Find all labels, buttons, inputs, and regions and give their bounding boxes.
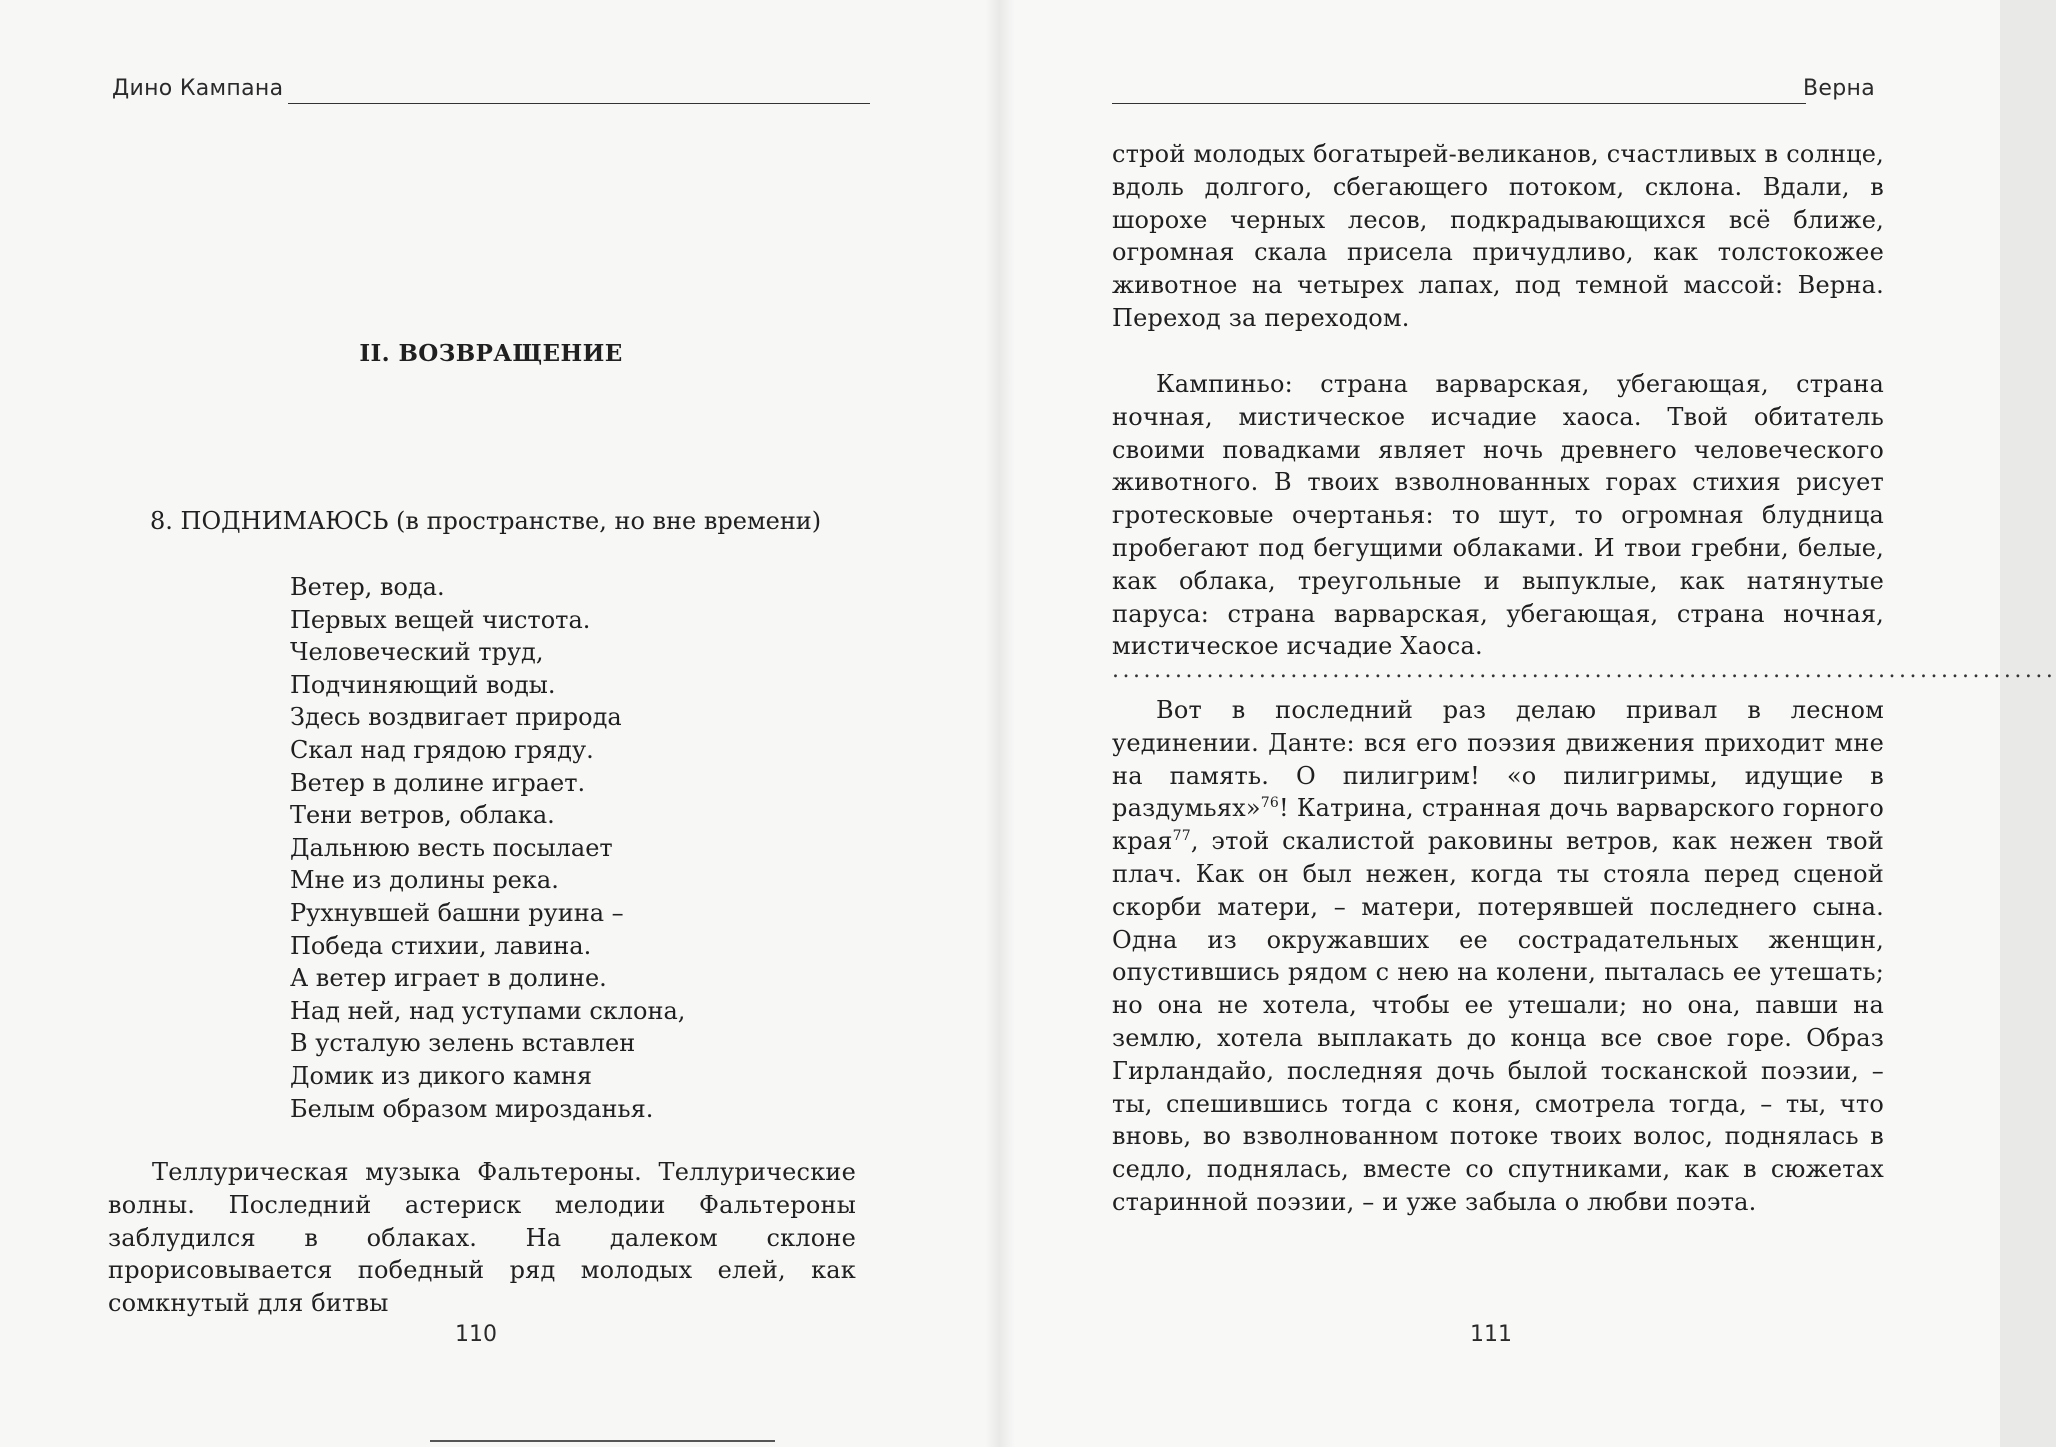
text-run: Вот в последний раз делаю привал в лесном уединении. Данте: вся его поэзия движения приходит мне на память. О пилигрим! «о пилигримы, идущие в раздумьях» bbox=[1112, 696, 1884, 823]
paragraph-campigno bbox=[1112, 368, 1884, 663]
paragraph: Теллурическая музыка Фальтероны. Теллурические волны. Последний астериск мелодии Фальтероны заблудился в облаках. На далеком склоне прорисовывается победный ряд молодых елей, как сомкнутый для битвы bbox=[108, 1158, 856, 1318]
poem-line: Домик из дикого камня bbox=[290, 1061, 592, 1090]
header-rule bbox=[288, 103, 870, 104]
poem-line: Здесь воздвигает природа bbox=[290, 703, 622, 732]
paragraph: строй молодых богатырей-великанов, счастливых в солнце, вдоль долгого, сбегающего потоком, склона. Вдали, в шорохе черных лесов, подкрадывающихся всё ближе, огромная скала присела причудливо, как толстокожее животное на четырех лапах, под темной массой: Верна. Переход за переходом. bbox=[1112, 140, 1884, 332]
bottom-edge-line bbox=[430, 1440, 775, 1442]
poem-line: Ветер в долине играет. bbox=[290, 768, 586, 797]
left-page bbox=[0, 0, 1000, 1447]
paragraph-last-rest bbox=[1112, 694, 1884, 1219]
book-gutter bbox=[985, 0, 1015, 1447]
paragraph: Кампиньо: страна варварская, убегающая, страна ночная, мистическое исчадие хаоса. Твой обитатель своими повадками являет ночь древнего человеческого животного. В твоих взволнованных горах стихия рисует гротесковые очертанья: то шут, то огромная блудница пробегают под бегущими облаками. И твои гребни, белые, как облака, треугольные и выпуклые, как натянутые паруса: страна варварская, убегающая, страна ночная, мистическое исчадие Хаоса. bbox=[1112, 370, 1884, 661]
poem-line: А ветер играет в долине. bbox=[290, 964, 607, 993]
left-prose bbox=[108, 1156, 856, 1320]
chapter-title: II. ВОЗВРАЩЕНИЕ bbox=[359, 340, 623, 367]
section-heading: 8. ПОДНИМАЮСЬ (в пространстве, но вне времени) bbox=[150, 507, 822, 535]
header-rule bbox=[1112, 103, 1806, 104]
poem-line: Тени ветров, облака. bbox=[290, 801, 555, 830]
poem-line: Подчиняющий воды. bbox=[290, 670, 556, 699]
running-head-author: Дино Кампана bbox=[112, 76, 284, 101]
poem-line: Человеческий труд, bbox=[290, 638, 544, 667]
poem-line: Ветер, вода. bbox=[290, 573, 445, 601]
paragraph bbox=[1112, 694, 1884, 1219]
poem-line: Рухнувшей башни руина – bbox=[290, 898, 624, 927]
right-page bbox=[1000, 0, 2056, 1447]
poem-line: Над ней, над уступами склона, bbox=[290, 996, 686, 1025]
poem-line: Скал над грядою гряду. bbox=[290, 735, 594, 764]
text-run: , этой скалистой раковины ветров, как нежен твой плач. Как он был нежен, когда ты стояла перед сценой скорби матери, – матери, потерявшей последнего сына. Одна из окружавших ее сострадательных женщин, опустившись рядом с нею на колени, пыталась ее утешать; но она не хотела, чтобы ее утешали; но она, павши на землю, хотела выплакать до конца все свое горе. Образ Гирландайо, последняя дочь былой тосканской поэзии, – ты, спешившись тогда с коня, смотрела тогда, – ты, что вновь, во взволнованном потоке твоих волос, поднялась в седло, поднялась, вместе со спутниками, как в сюжетах старинной поэзии, – и уже забыла о любви поэта. bbox=[1112, 827, 1884, 1216]
poem-line: Победа стихии, лавина. bbox=[290, 931, 592, 960]
footnote-ref[interactable]: 76 bbox=[1260, 795, 1279, 812]
running-head-title: Верна bbox=[1803, 76, 1875, 101]
poem-line: Мне из долины река. bbox=[290, 866, 559, 895]
poem-line: Первых вещей чистота. bbox=[290, 605, 591, 634]
footnote-ref[interactable]: 77 bbox=[1172, 828, 1191, 845]
poem-line: Белым образом мирозданья. bbox=[290, 1094, 654, 1123]
poem-line: В усталую зелень вставлен bbox=[290, 1029, 636, 1058]
page-number-left: 110 bbox=[455, 1322, 497, 1347]
poem-line: Дальнюю весть посылает bbox=[290, 833, 613, 862]
page-number-right: 111 bbox=[1470, 1322, 1512, 1347]
paragraph-continued bbox=[1112, 138, 1884, 335]
dotted-separator: .......................................................................................... bbox=[1112, 658, 2056, 683]
text-run: ! Катрина, странная дочь варварского горного края bbox=[1112, 794, 1884, 856]
poem bbox=[290, 571, 685, 1125]
